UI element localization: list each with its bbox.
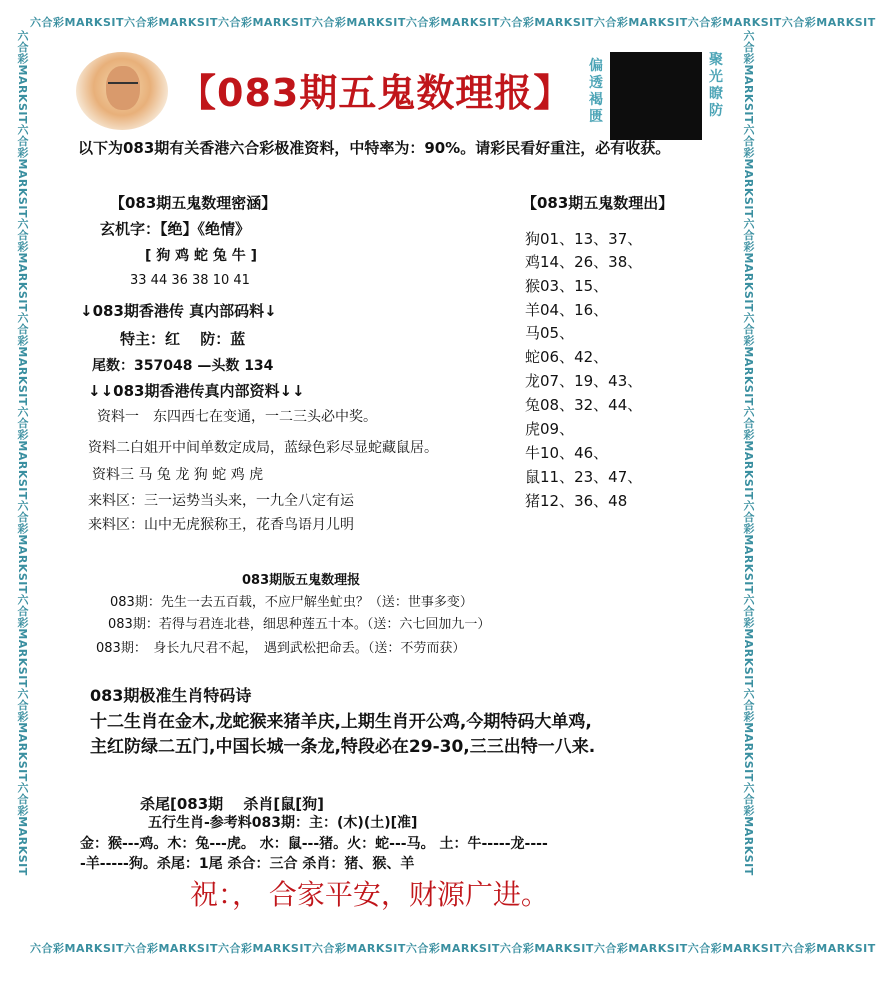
border-top-watermark: 六合彩MARKSIT六合彩MARKSIT六合彩MARKSIT六合彩MARKSIT六合彩MARKSIT六合彩MARKSIT六合彩MARKSIT六合彩MARKSIT六合彩MARKSIT [30,16,876,29]
inside-code-title: ↓083期香港传 真内部码料↓ [80,302,277,320]
inside-data-title: ↓↓083期香港传真内部资料↓↓ [88,382,305,400]
portrait-glasses [108,82,138,90]
number-row: 虎09、 [525,420,575,438]
border-left-watermark: 六合彩MARKSIT六合彩MARKSIT六合彩MARKSIT六合彩MARKSIT六合彩MARKSIT六合彩MARKSIT六合彩MARKSIT六合彩MARKSIT六合彩MARKSIT [16,30,29,876]
number-row: 牛10、46、 [525,444,609,462]
number-row: 兔08、32、44、 [525,396,643,414]
wuxing-detail-1: 金：猴---鸡。木：兔---虎。 水：鼠---猪。火：蛇---马。 土：牛-----龙---- [80,836,548,852]
poem-line-1: 十二生肖在金木,龙蛇猴来猪羊庆,上期生肖开公鸡,今期特码大单鸡, [90,712,592,732]
portrait-image [76,52,168,130]
weishu-line: 尾数：357048 —头数 134 [92,358,274,374]
number-row: 猴03、15、 [525,277,609,295]
middle-heading: 083期版五鬼数理报 [242,573,361,588]
number-row: 猪12、36、48 [525,492,628,510]
qr-code-image [610,52,702,140]
number-row: 鸡14、26、38、 [525,253,643,271]
wuxing-detail-2: -羊-----狗。杀尾：1尾 杀合：三合 杀肖：猪、猴、羊 [80,856,415,872]
middle-line-1: 083期：先生一去五百载，不应尸解坐虻虫？（送：世事多变） [110,595,473,610]
laiqu-2: 来料区：山中无虎猴称王，花香鸟语月儿明 [88,517,354,533]
ziliao-2: 资料二白姐开中间单数定成局，蓝绿色彩尽显蛇藏鼠居。 [88,440,438,456]
xuanji-line: 玄机字：【绝】《绝情》 [100,220,251,238]
poem-heading: 083期极准生肖特码诗 [90,686,252,705]
middle-line-3: 083期： 身长九尺君不起， 遇到武松把命丢。（送：不劳而获） [96,641,466,656]
ziliao-3: 资料三 马 兔 龙 狗 蛇 鸡 虎 [92,467,264,483]
poem-line-2: 主红防绿二五门,中国长城一条龙,特段必在29-30,三三出特一八来. [90,737,596,757]
border-right-watermark: 六合彩MARKSIT六合彩MARKSIT六合彩MARKSIT六合彩MARKSIT六合彩MARKSIT六合彩MARKSIT六合彩MARKSIT六合彩MARKSIT六合彩MARKSIT [742,30,755,876]
number-row: 蛇06、42、 [525,348,609,366]
shawei-line: 杀尾[083期 杀肖[鼠[狗] [140,795,324,813]
animals-line: [ 狗 鸡 蛇 兔 牛 ] [145,248,258,264]
middle-line-2: 083期：若得与君连北巷，细思种莲五十本。（送：六七回加九一） [108,617,491,632]
page-title: 【083期五鬼数理报】 [178,71,573,115]
qr-right-caption: 聚光瞭防 [709,52,723,119]
left-heading: 【083期五鬼数理密涵】 [110,194,277,212]
wuxing-line: 五行生肖-参考料083期：主：(木)(土)[准] [148,815,418,831]
right-heading: 【083期五鬼数理出】 [522,194,674,212]
number-row: 羊04、16、 [525,301,609,319]
border-bottom-watermark: 六合彩MARKSIT六合彩MARKSIT六合彩MARKSIT六合彩MARKSIT六合彩MARKSIT六合彩MARKSIT六合彩MARKSIT六合彩MARKSIT六合彩MARKSIT [30,942,876,955]
number-row: 龙07、19、43、 [525,372,643,390]
ziliao-1: 资料一 东四西七在变通，一二三头必中奖。 [97,409,377,425]
number-row: 狗01、13、37、 [525,230,643,248]
numbers-line: 33 44 36 38 10 41 [130,273,250,288]
intro-paragraph: 以下为083期有关香港六合彩极准资料，中特率为：90%。请彩民看好重注，必有收获。 [78,139,671,157]
laiqu-1: 来料区：三一运势当头来，一九全八定有运 [88,493,354,509]
wish-line: 祝：， 合家平安，财源广进。 [190,878,549,911]
number-row: 马05、 [525,324,575,342]
qr-left-caption: 偏透褐匮 [589,58,603,125]
tezhu-line: 特主：红 防：蓝 [120,330,246,348]
number-row: 鼠11、23、47、 [525,468,643,486]
